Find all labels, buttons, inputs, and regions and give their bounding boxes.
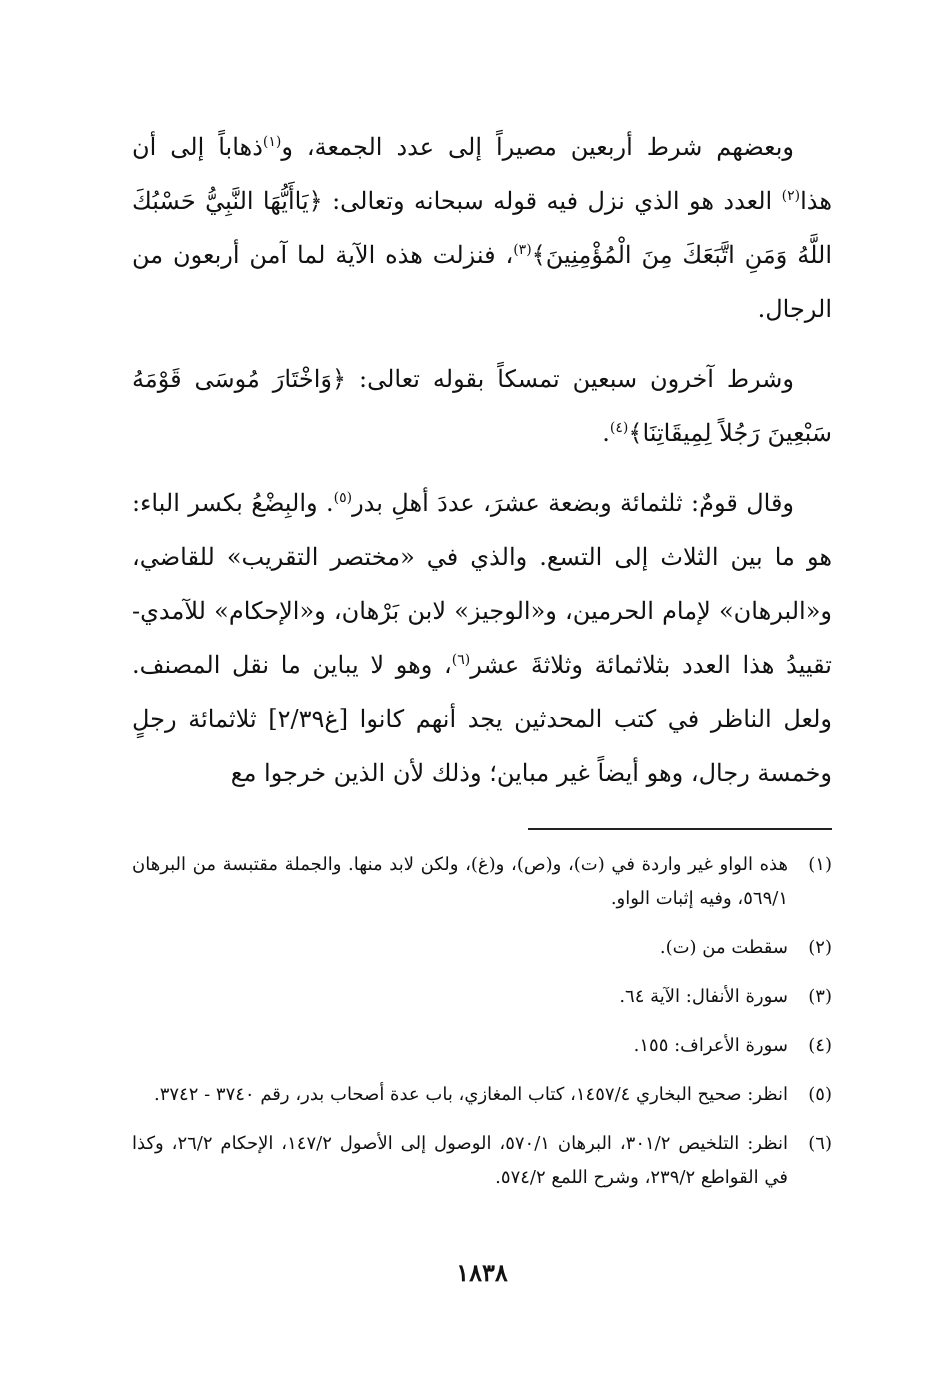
footnote-ref-2[interactable]: (٢) [781, 188, 801, 204]
book-page [132, 120, 832, 1300]
footnote-text: سقطت من (ت). [659, 937, 788, 958]
paragraph-1-text-b: ذهاباً إلى أن هذا [132, 133, 832, 215]
paragraph-3-text-a: وقال قومٌ: ثلثمائة وبضعة عشرَ، عددَ أهلِ بدر [352, 489, 794, 517]
footnote-3 [132, 980, 832, 1014]
footnote-number: (٢) [808, 937, 832, 958]
paragraph-1-text-a: وبعضهم شرط أربعين مصيراً إلى عدد الجمعة، و [281, 133, 795, 161]
footnote-2 [132, 931, 832, 965]
footnote-1 [132, 848, 832, 916]
footnote-ref-6[interactable]: (٦) [451, 652, 471, 668]
paragraph-3-text-b: . والبِضْعُ بكسر الباء: هو ما بين الثلاث إلى التسع. والذي في «مختصر التقريب» للقاضي، و«البرهان» لإمام الحرمين، و«الوجيز» لابن بَرْهان، و«الإحكام» للآمدي- تقييدُ هذا العدد بثلاثمائة وثلاثةَ عشر [132, 489, 832, 679]
footnote-number: (٣) [808, 986, 832, 1007]
footnote-number: (٥) [808, 1084, 832, 1105]
footnote-5 [132, 1078, 832, 1112]
paragraph-1-text-c: العدد هو الذي نزل فيه قوله سبحانه وتعالى: ﴿يَاأَيُّهَا النَّبِيُّ حَسْبُكَ اللَّهُ وَمَنِ اتَّبَعَكَ مِنَ الْمُؤْمِنِينَ﴾ [132, 187, 833, 269]
footnote-6 [132, 1127, 832, 1195]
footnote-text: انظر: التلخيص ٣٠١/٢، البرهان ٥٧٠/١، الوصول إلى الأصول ١٤٧/٢، الإحكام ٢٦/٢، وكذا في القواطع ٢٣٩/٢، وشرح اللمع ٥٧٤/٢. [132, 1133, 788, 1188]
page-number: ١٨٣٨ [456, 1258, 508, 1287]
footnote-number: (٦) [808, 1133, 832, 1154]
footnote-number: (١) [808, 854, 832, 875]
paragraph-2-text-b: . [602, 419, 610, 447]
footnote-ref-4[interactable]: (٤) [609, 420, 629, 436]
footnotes-section [132, 848, 832, 1195]
footnote-text: سورة الأعراف: ١٥٥. [633, 1035, 788, 1056]
paragraph-3 [132, 476, 832, 800]
footnote-ref-3[interactable]: (٣) [513, 242, 532, 258]
footnote-ref-5[interactable]: (٥) [333, 490, 353, 506]
paragraph-2 [132, 352, 832, 460]
main-text [132, 120, 832, 800]
footnote-number: (٤) [808, 1035, 832, 1056]
paragraph-1 [132, 120, 832, 336]
paragraph-2-text-a: وشرط آخرون سبعين تمسكاً بقوله تعالى: ﴿وَاخْتَارَ مُوسَى قَوْمَهُ سَبْعِينَ رَجُلاً لِمِيقَاتِنَا﴾ [132, 365, 832, 447]
footnote-text: هذه الواو غير واردة في (ت)، و(ص)، و(غ)، ولكن لابد منها. والجملة مقتبسة من البرهان ٥٦٩/١، وفيه إثبات الواو. [132, 854, 788, 909]
footnote-text: سورة الأنفال: الآية ٦٤. [619, 986, 788, 1007]
footnote-4 [132, 1029, 832, 1063]
paragraph-3-text-c: ، وهو لا يباين ما نقل المصنف. ولعل الناظر في كتب المحدثين يجد أنهم كانوا [غ٢/٣٩] ثلاثمائة رجلٍ وخمسة رجال، وهو أيضاً غير مباين؛ وذلك لأن الذين خرجوا مع [132, 651, 832, 787]
footnote-text: انظر: صحيح البخاري ١٤٥٧/٤، كتاب المغازي، باب عدة أصحاب بدر، رقم ٣٧٤٠ - ٣٧٤٢. [153, 1084, 788, 1105]
footnote-divider [528, 828, 832, 830]
paragraph-1-text-d: ، فنزلت هذه الآية لما آمن أربعون من الرجال. [132, 241, 832, 323]
footnote-ref-1[interactable]: (١) [262, 134, 282, 150]
